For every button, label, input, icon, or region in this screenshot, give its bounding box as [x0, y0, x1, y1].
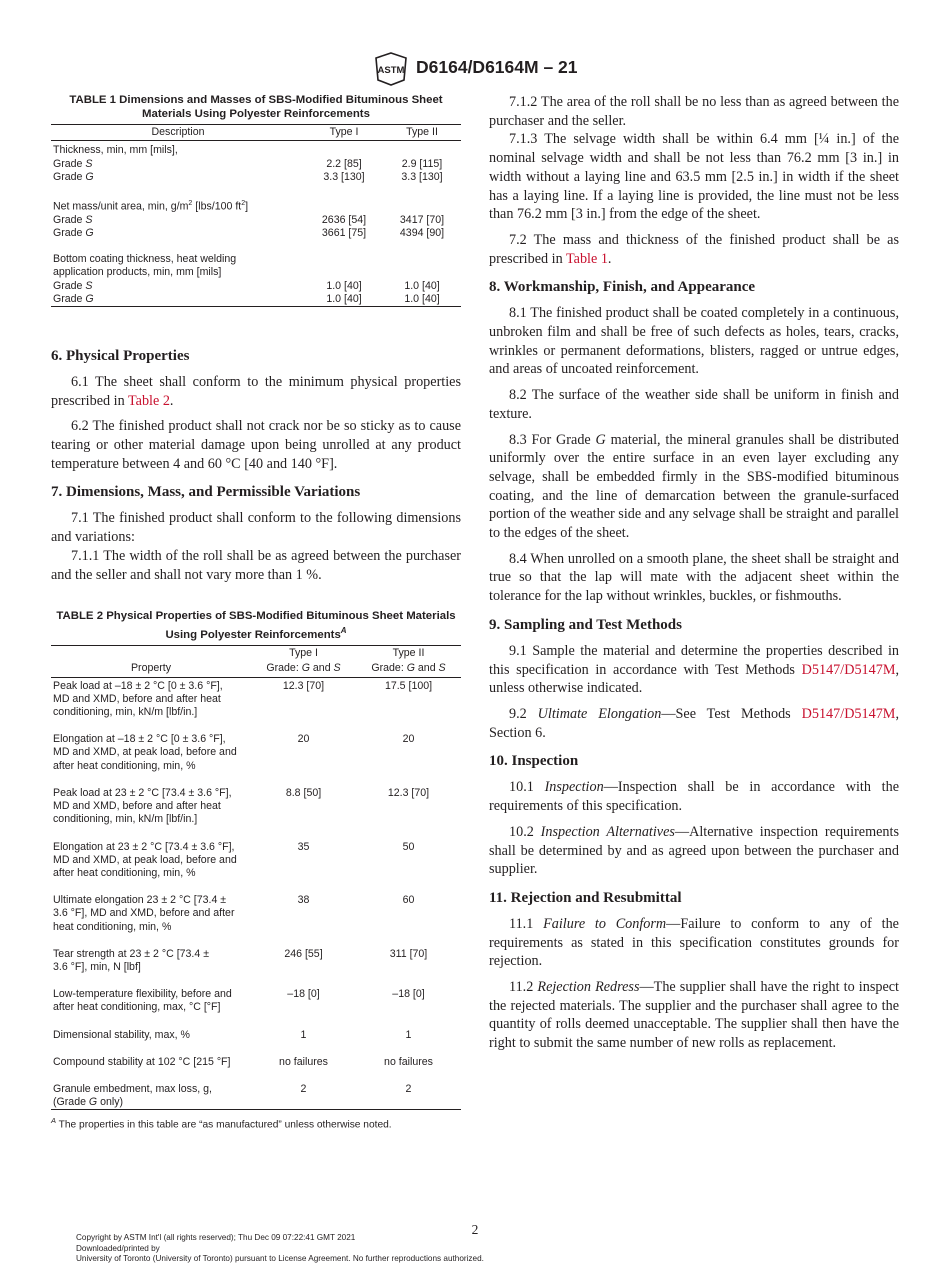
table1-group-label: Thickness, min, mm [mils], [53, 144, 178, 157]
copyright-footer [76, 1233, 484, 1265]
table2-property: Low-temperature flexibility, before and after heat conditioning, max, °C [°F] [53, 988, 232, 1014]
table1-cell: 3.3 [130] [401, 170, 443, 183]
table-row [51, 197, 461, 214]
table2-property: Peak load at –18 ± 2 °C [0 ± 3.6 °F], MD and XMD, before and after heat conditioning, min, kN/m [lbf/in.] [53, 679, 223, 719]
para-8-2: 8.2 The surface of the weather side shall be uniform in finish and texture. [489, 387, 899, 422]
table2-cell: 17.5 [100] [384, 679, 433, 692]
para-8-1: 8.1 The finished product shall be coated completely in a continuous, unbroken film and shall be free of such defects as holes, tears, cracks, wrinkles or permanent deformations, blisters, ragged or untrue edges, and areas of uncoated reinforcement. [489, 305, 899, 378]
table2-property: Peak load at 23 ± 2 °C [73.4 ± 3.6 °F], MD and XMD, before and after heat conditioning, min, kN/m [lbf/in.] [53, 786, 232, 826]
para-7-1-1: 7.1.1 The width of the roll shall be as agreed between the purchaser and the seller and shall not vary more than 1 %. [51, 547, 461, 583]
table1-cell: 3661 [75] [321, 226, 367, 239]
left-column [51, 94, 461, 1132]
table2-link[interactable]: Table 2 [127, 392, 170, 409]
table2-property: Elongation at 23 ± 2 °C [73.4 ± 3.6 °F], MD and XMD, at peak load, before and after heat conditioning, min, % [53, 840, 237, 879]
table2-cell: no failures [384, 1055, 433, 1068]
table2-cell: 2 [251, 1083, 356, 1110]
footer-line: University of Toronto (University of Toronto) pursuant to License Agreement. No further reproductions authorized. [76, 1254, 484, 1264]
para-7-2: 7.2 The mass and thickness of the finished product shall be as prescribed in Table 1. [489, 231, 899, 267]
table1-header-description: Description [51, 125, 305, 141]
table-row [51, 144, 461, 157]
table-row [51, 227, 461, 240]
table1-cell: 3.3 [130] [323, 170, 365, 183]
table2-property: Tear strength at 23 ± 2 °C [73.4 ± 3.6 °F], min, N [lbf] [53, 947, 210, 973]
table-row [51, 988, 461, 1014]
para-11-2: 11.2 Rejection Redress—The supplier shall have the right to inspect the rejected materials. The supplier and the purchaser shall agree to the quantity of rolls deemed unacceptable. The supplier shall then have the right to submit the same number of new rolls as replacement. [489, 979, 899, 1052]
table-row [51, 787, 461, 827]
table2-property: Granule embedment, max loss, g, (Grade G only) [51, 1083, 251, 1110]
table2-cell: no failures [279, 1055, 328, 1068]
table-row [51, 680, 461, 720]
table-row [51, 171, 461, 184]
table2-cell: 1 [300, 1028, 307, 1041]
table-row [51, 158, 461, 171]
para-10-1: 10.1 Inspection—Inspection shall be in accordance with the requirements of this specification. [489, 779, 899, 815]
table2-cell: 20 [402, 733, 415, 746]
table1-cell: 3417 [70] [399, 213, 445, 226]
table1-cell: 2.2 [85] [326, 157, 362, 170]
table-row [51, 1029, 461, 1042]
table1-cell: 2636 [54] [321, 213, 367, 226]
table1-cell: 1.0 [40] [326, 279, 362, 292]
page-number: 2 [471, 1222, 479, 1237]
table-row [51, 280, 461, 293]
table2-header-type1-grade: Grade: G and S [251, 661, 356, 677]
para-7-1-3: 7.1.3 The selvage width shall be within 6.4 mm [¼ in.] of the nominal selvage width and shall be not less than 76.2 mm [3 in.] in width without a laying line and 63.5 mm [2.5 in.] in width if the sheet has a laying line. If a laying line is provided, the line must not be less than 76.2 mm [3 in.] from the edge of the sheet. [489, 131, 899, 223]
table1-grade-cell: Grade S [53, 157, 93, 170]
table2-cell: 20 [297, 733, 310, 746]
para-10-2: 10.2 Inspection Alternatives—Alternative inspection requirements shall be determined by and as agreed upon between the purchaser and supplier. [489, 823, 899, 878]
document-designation: D6164/D6164M – 21 [416, 57, 578, 77]
table2-cell: –18 [0] [287, 988, 320, 1001]
table2-cell: 50 [402, 840, 415, 853]
d5147-link[interactable]: D5147/D5147M [801, 661, 896, 678]
section11-heading: 11. Rejection and Resubmittal [489, 889, 682, 906]
footer-line: Copyright by ASTM Int'l (all rights reserved); Thu Dec 09 07:22:41 GMT 2021 [76, 1233, 356, 1242]
section8-heading: 8. Workmanship, Finish, and Appearance [489, 279, 756, 296]
table-row [51, 841, 461, 881]
table2-cell: 1 [405, 1028, 412, 1041]
table1-cell: 4394 [90] [399, 226, 445, 239]
page-header [0, 52, 950, 86]
table-row [51, 253, 461, 266]
table2-caption: TABLE 2 Physical Properties of SBS-Modified Bituminous Sheet Materials Using Polyester Reinforcements$^A$ [56, 610, 456, 641]
section7-heading: 7. Dimensions, Mass, and Permissible Variations [51, 484, 361, 501]
table2-property: Ultimate elongation 23 ± 2 °C [73.4 ± 3.6 °F], MD and XMD, before and after heat conditioning, min, % [53, 894, 235, 933]
para-9-2: 9.2 Ultimate Elongation—See Test Methods D5147/D5147M, Section 6. [489, 705, 899, 741]
right-column [489, 93, 899, 1053]
table1-header-type1: Type I [305, 125, 383, 141]
para-8-3: 8.3 For Grade G material, the mineral granules shall be distributed uniformly over the entire surface in an even layer excluding any selvage, shall be embedded firmly in the SBS-modified bituminous coating, and the line of demarcation between the granule-surfaced portion of the weather side and any selvage shall be straight and parallel to the edges of the sheet. [489, 431, 899, 542]
section9-heading: 9. Sampling and Test Methods [489, 616, 682, 633]
para-6-2: 6.2 The finished product shall not crack nor be so sticky as to cause tearing or other material damage upon being unrolled at any product temperature between 4 and 60 °C [40 and 140 °F]. [51, 418, 461, 472]
table1-grade-cell: Grade G [51, 293, 305, 307]
table1-cell: 2.9 [115] [401, 157, 443, 170]
table2-cell: 12.3 [70] [387, 786, 430, 799]
table2-cell: 60 [402, 894, 415, 907]
table1-grade-cell: Grade G [53, 226, 94, 239]
para-6-1: 6.1 The sheet shall conform to the minimum physical properties prescribed in Table 2. [51, 373, 461, 409]
table2-header-type1: Type I [251, 646, 356, 662]
table2-cell: 12.3 [70] [282, 679, 325, 692]
table2-cell: 246 [55] [284, 947, 323, 960]
astm-logo-text: ASTM [377, 65, 405, 76]
table1-group-label: Bottom coating thickness, heat welding [53, 253, 237, 266]
table2-cell: 311 [70] [389, 947, 428, 960]
table1 [51, 124, 461, 307]
table1-cell: 1.0 [40] [305, 293, 383, 307]
table1-header-type2: Type II [383, 125, 461, 141]
table2-header-property: Property [51, 661, 251, 677]
astm-logo-icon [373, 52, 409, 86]
table2-cell: 2 [356, 1083, 461, 1110]
table-row [51, 1056, 461, 1069]
d5147-link[interactable]: D5147/D5147M [801, 705, 896, 722]
para-8-4: 8.4 When unrolled on a smooth plane, the sheet shall be straight and true so that the lap will mate with the adjacent sheet within the tolerance for the lap without wrinkles, buckles, or fishmouths. [489, 550, 899, 605]
para-7-1-2: 7.1.2 The area of the roll shall be no less than as agreed between the purchaser and the seller. [489, 94, 899, 129]
para-9-1: 9.1 Sample the material and determine the properties described in this specification in accordance with Test Methods D5147/D5147M, unless otherwise indicated. [489, 642, 899, 697]
table1-link[interactable]: Table 1 [565, 250, 608, 267]
para-11-1: 11.1 Failure to Conform—Failure to conform to any of the requirements as stated in this specification constitutes grounds for rejection. [489, 915, 899, 970]
table2-header-type2: Type II [356, 646, 461, 662]
table2-cell: –18 [0] [392, 988, 425, 1001]
table-row [51, 894, 461, 934]
section10-heading: 10. Inspection [489, 753, 579, 770]
section6-heading: 6. Physical Properties [51, 347, 190, 364]
table2-footnote: $^A$ The properties in this table are “as manufactured” unless otherwise noted. [51, 1116, 392, 1131]
table1-grade-cell: Grade G [53, 170, 94, 183]
table-row [51, 266, 461, 279]
table1-group-label: application products, min, mm [mils] [53, 266, 222, 279]
table1-cell: 1.0 [40] [383, 293, 461, 307]
table2-property: Elongation at –18 ± 2 °C [0 ± 3.6 °F], MD and XMD, at peak load, before and after heat conditioning, min, % [53, 733, 237, 772]
footer-line: Downloaded/printed by [76, 1243, 160, 1253]
table1-group-label: Net mass/unit area, min, $g/m^2$ [lbs/100 $ft^2$] [53, 200, 249, 213]
table-row [51, 733, 461, 773]
table2-cell: 38 [297, 894, 310, 907]
table1-cell: 1.0 [40] [404, 279, 440, 292]
table1-grade-cell: Grade S [53, 213, 93, 226]
table2-header-type2-grade: Grade: G and S [356, 661, 461, 677]
table1-grade-cell: Grade S [53, 279, 93, 292]
para-7-1: 7.1 The finished product shall conform to the following dimensions and variations: [51, 510, 461, 546]
table2-property: Dimensional stability, max, % [53, 1028, 190, 1041]
table2-property: Compound stability at 102 °C [215 °F] [53, 1055, 231, 1068]
table2 [51, 645, 461, 1110]
table-row [51, 293, 461, 307]
table1-caption: TABLE 1 Dimensions and Masses of SBS-Modified Bituminous Sheet Materials Using Polyester Reinforcements [69, 94, 443, 120]
table-row [51, 1083, 461, 1110]
table-row [51, 948, 461, 974]
table2-cell: 8.8 [50] [285, 786, 322, 799]
table-row [51, 214, 461, 227]
table2-cell: 35 [297, 840, 310, 853]
